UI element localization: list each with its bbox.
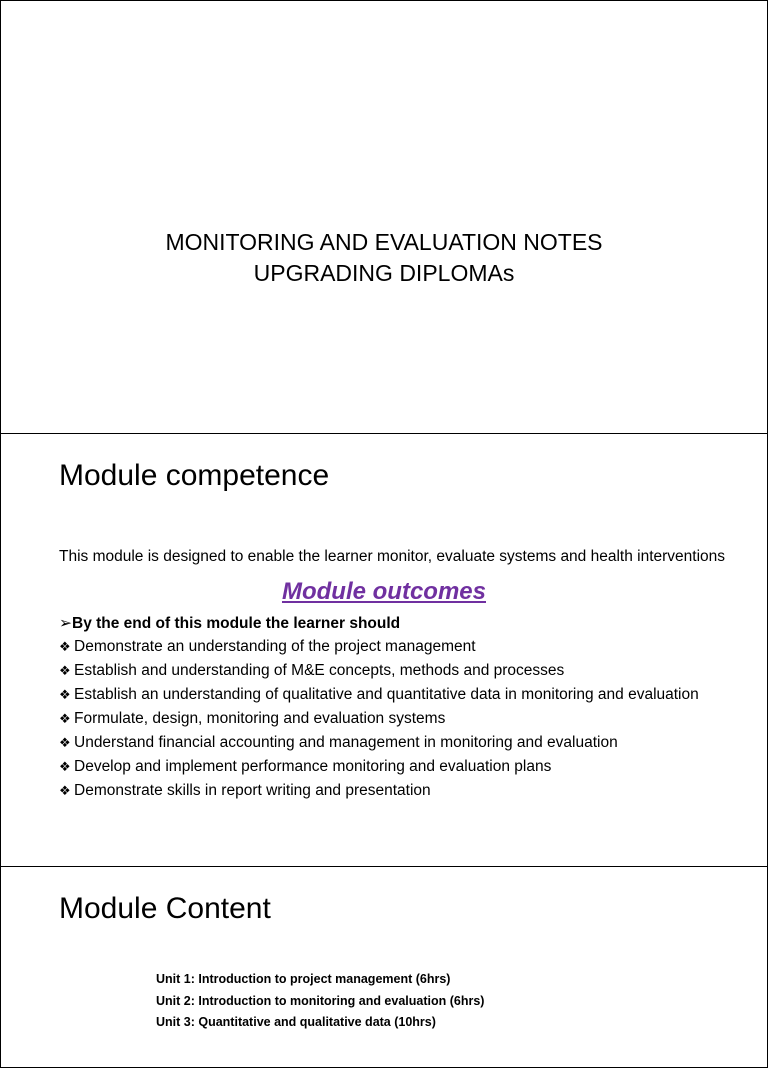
list-item: ❖ Establish and understanding of M&E concepts, methods and processes [59, 662, 565, 679]
list-item: ❖ Understand financial accounting and management in monitoring and evaluation [59, 734, 618, 751]
diamond-bullet-icon: ❖ [59, 711, 71, 726]
list-item: ❖ Develop and implement performance monitoring and evaluation plans [59, 758, 552, 775]
list-item: ❖ Establish an understanding of qualitative and quantitative data in monitoring and evaluation [59, 686, 699, 703]
diamond-bullet-icon: ❖ [59, 663, 71, 678]
arrow-bullet-icon: ➢ [59, 615, 72, 632]
slide-module-content [0, 866, 768, 1068]
slide-heading: Module competence [59, 459, 330, 492]
document-title [1, 227, 767, 289]
list-item: ❖ Demonstrate skills in report writing and presentation [59, 782, 431, 799]
title-line-1: MONITORING AND EVALUATION NOTES [165, 229, 603, 255]
slide-module-competence [0, 433, 768, 867]
slide-heading: Module Content [59, 892, 271, 925]
outcomes-lead [59, 614, 400, 634]
title-line-2: UPGRADING DIPLOMAs [253, 260, 515, 286]
list-item: Unit 2: Introduction to monitoring and evaluation (6hrs) [156, 993, 485, 1008]
outcomes-lead-text: By the end of this module the learner should [72, 615, 401, 632]
diamond-bullet-icon: ❖ [59, 783, 71, 798]
outcomes-heading: Module outcomes [281, 578, 486, 605]
list-item: ❖ Demonstrate an understanding of the project management [59, 638, 476, 655]
list-item: ❖ Formulate, design, monitoring and evaluation systems [59, 710, 446, 727]
diamond-bullet-icon: ❖ [59, 639, 71, 654]
intro-paragraph: This module is designed to enable the learner monitor, evaluate systems and health interventions [59, 548, 726, 565]
diamond-bullet-icon: ❖ [59, 759, 71, 774]
list-item: Unit 3: Quantitative and qualitative data (10hrs) [156, 1015, 436, 1029]
list-item: Unit 1: Introduction to project management (6hrs) [156, 972, 451, 986]
diamond-bullet-icon: ❖ [59, 687, 71, 702]
outcomes-list [59, 638, 729, 806]
slide-title [0, 0, 768, 434]
diamond-bullet-icon: ❖ [59, 735, 71, 750]
